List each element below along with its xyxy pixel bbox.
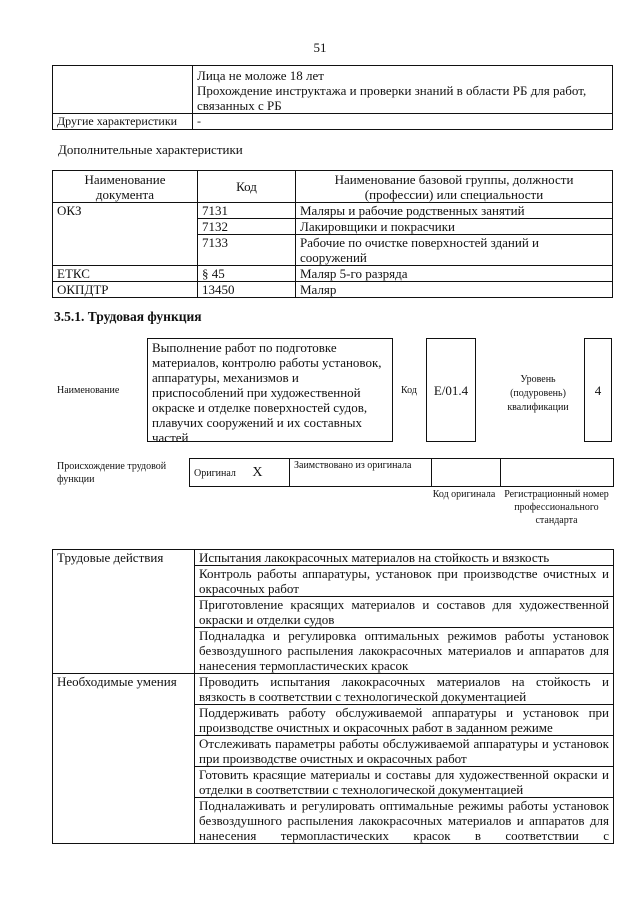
other-characteristics-value: - — [193, 114, 613, 130]
level-value: 4 — [594, 383, 602, 398]
registration-number-cell — [501, 459, 614, 487]
code-label: Код — [401, 385, 417, 396]
skill-item: Проводить испытания лакокрасочных материалов на стойкость и вязкость в соответствии с технологической документацией — [195, 674, 614, 705]
requirements-table — [52, 65, 613, 130]
skills-label: Необходимые умения — [53, 674, 195, 844]
table-row — [53, 550, 614, 566]
level-label: Уровень (подуровень) квалификации — [507, 374, 569, 413]
additional-characteristics-table — [52, 170, 613, 298]
row-code: 13450 — [198, 282, 296, 298]
labor-action-item: Контроль работы аппаратуры, установок при производстве очистных и окрасочных работ — [195, 566, 614, 597]
code-original-cell — [432, 459, 501, 487]
header-code: Код — [198, 171, 296, 203]
origin-label: Происхождение трудовой функции — [57, 461, 167, 485]
requirements-label-cell — [53, 66, 193, 114]
labor-action-item: Испытания лакокрасочных материалов на стойкость и вязкость — [195, 550, 614, 566]
other-characteristics-label: Другие характеристики — [53, 114, 193, 130]
header-group-name: Наименование базовой группы, должности (профессии) или специальности — [296, 171, 613, 203]
function-name-label: Наименование — [57, 385, 120, 396]
table-row — [53, 282, 613, 298]
section-heading: 3.5.1. Трудовая функция — [54, 309, 202, 324]
row-code: 7133 — [198, 235, 296, 266]
original-mark: X — [252, 464, 263, 480]
function-details-table — [52, 549, 614, 844]
row-doc: ОКПДТР — [53, 282, 198, 298]
labor-action-item: Приготовление красящих материалов и составов для художественной окраски и отделки судов — [195, 597, 614, 628]
skill-item: Готовить красящие материалы и составы для художественной окраски и отделки в соответствии с технологической документацией — [195, 767, 614, 798]
row-name: Маляр 5-го разряда — [296, 266, 613, 282]
requirement-instruction: Прохождение инструктажа и проверки знаний в области РБ для работ, связанных с РБ — [197, 83, 587, 113]
skill-item: Поддерживать работу обслуживаемой аппаратуры и установок при производстве очистных и окрасочных работ в заданном режиме — [195, 705, 614, 736]
code-original-label: Код оригинала — [432, 489, 496, 500]
row-name: Рабочие по очистке поверхностей зданий и сооружений — [296, 235, 613, 266]
code-box — [426, 338, 476, 442]
header-document: Наименование документа — [53, 171, 198, 203]
labor-action-item: Подналадка и регулировка оптимальных режимов работы установок безвоздушного распыления лакокрасочных материалов и аппаратов для нанесения термопластических красок — [195, 628, 614, 674]
table-row — [53, 674, 614, 705]
requirements-value-cell — [193, 66, 613, 114]
requirement-age: Лица не моложе 18 лет — [197, 68, 324, 83]
origin-table — [189, 458, 614, 487]
row-code: § 45 — [198, 266, 296, 282]
row-code: 7132 — [198, 219, 296, 235]
borrowed-cell — [290, 459, 432, 487]
row-code: 7131 — [198, 203, 296, 219]
labor-actions-label: Трудовые действия — [53, 550, 195, 674]
original-label: Оригинал — [194, 467, 236, 479]
row-name: Лакировщики и покрасчики — [296, 219, 613, 235]
level-box — [584, 338, 612, 442]
row-name: Маляры и рабочие родственных занятий — [296, 203, 613, 219]
function-name-text: Выполнение работ по подготовке материалов, контролю работы установок, аппаратуры, механизмов и приспособлений при художественной окраске и отделке поверхностей судов, плавучих сооружений и их составных частей — [152, 340, 382, 445]
table-row — [53, 203, 613, 219]
borrowed-label: Заимствовано из оригинала — [294, 460, 412, 471]
row-doc: ОКЗ — [53, 203, 198, 266]
skill-item: Отслеживать параметры работы обслуживаемой аппаратуры и установок при производстве очистных и окрасочных работ — [195, 736, 614, 767]
row-name: Маляр — [296, 282, 613, 298]
code-value: E/01.4 — [433, 383, 469, 398]
registration-label: Регистрационный номер профессионального стандарта — [504, 489, 609, 526]
table-row — [53, 266, 613, 282]
skill-item: Подналаживать и регулировать оптимальные режимы работы установок безвоздушного распыления лакокрасочных материалов и аппаратов для нанесения термопластических красок в соответствии с — [195, 798, 614, 844]
row-doc: ЕТКС — [53, 266, 198, 282]
page-number: 51 — [313, 40, 327, 55]
additional-characteristics-title: Дополнительные характеристики — [58, 142, 243, 157]
function-name-box — [147, 338, 393, 445]
original-cell — [190, 459, 290, 487]
